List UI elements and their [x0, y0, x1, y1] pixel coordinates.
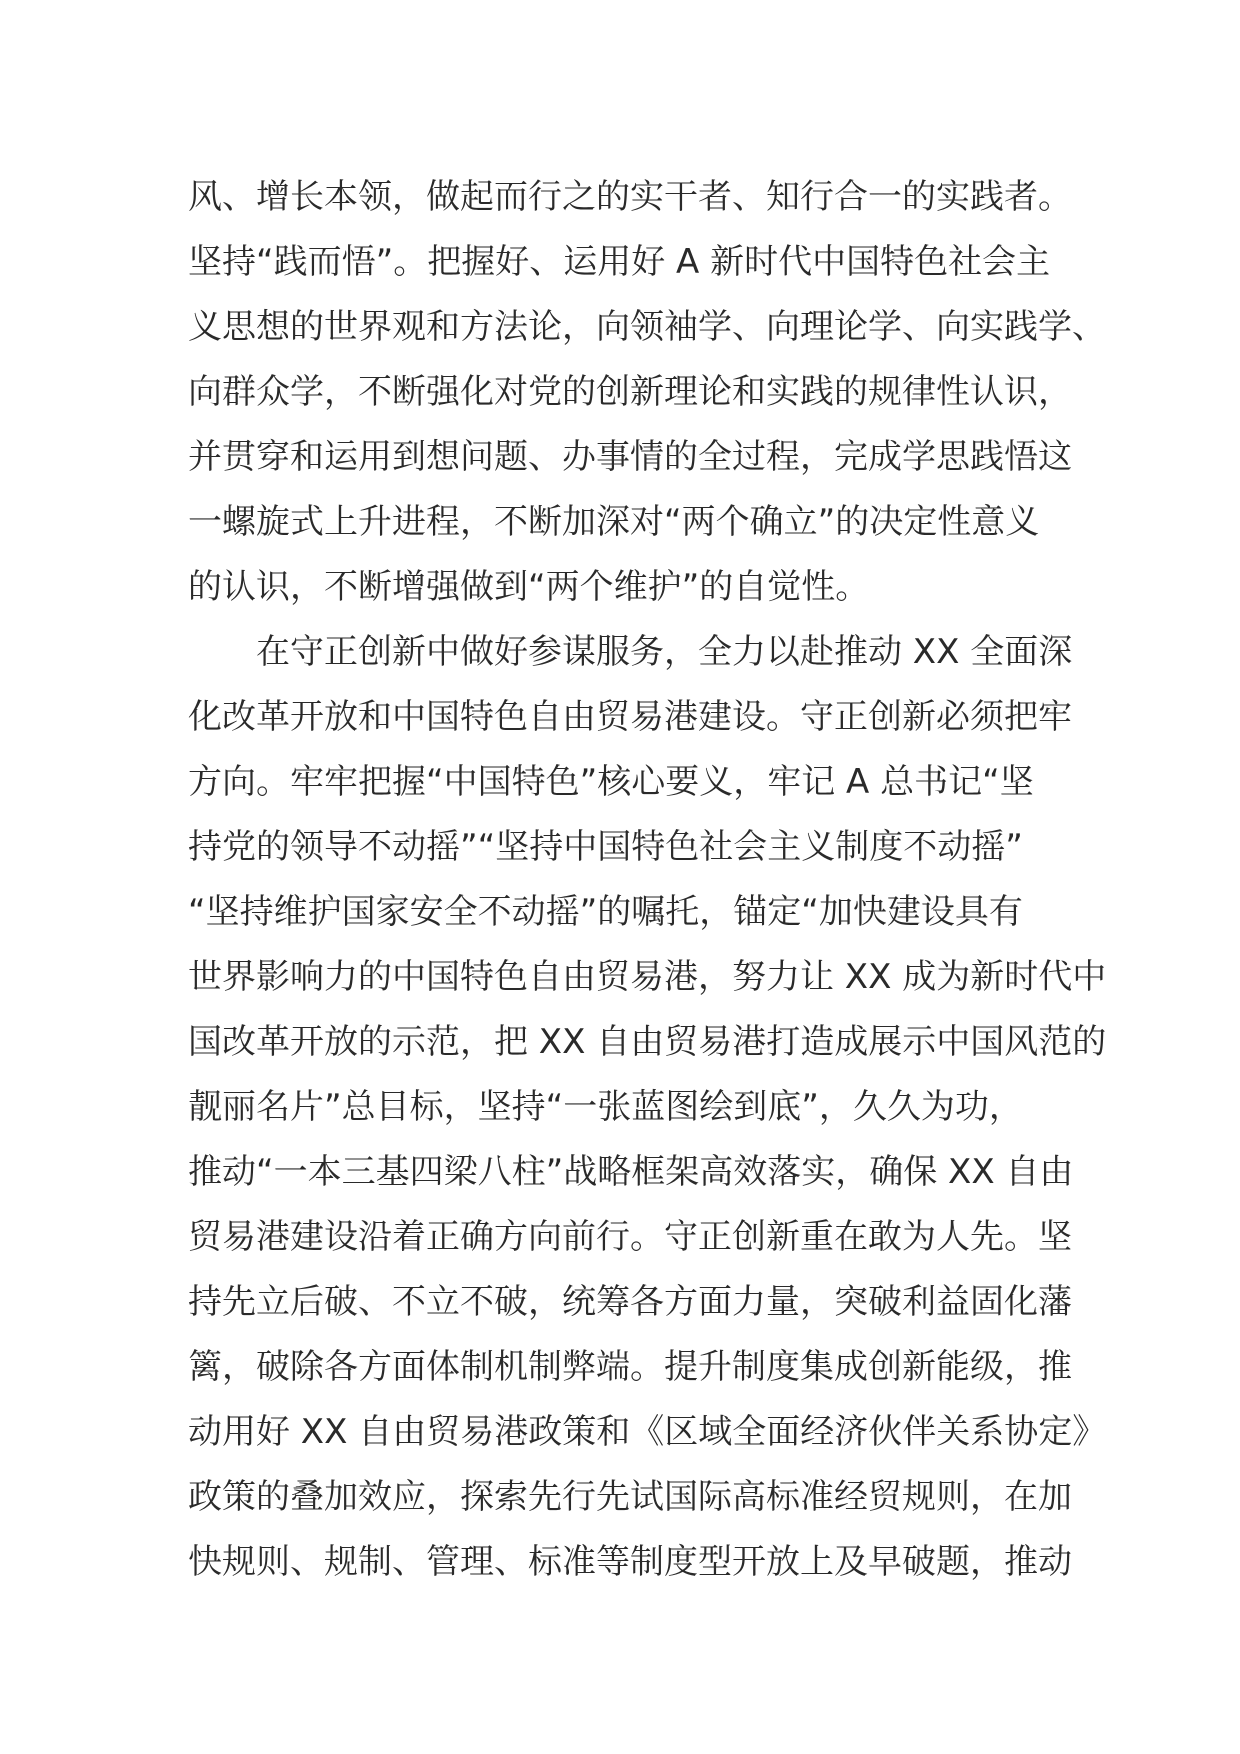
text-line: 靓丽名片”总目标，坚持“一张蓝图绘到底”，久久为功，	[188, 1087, 1023, 1127]
text-line: 国改革开放的示范，把 XX 自由贸易港打造成展示中国风范的	[188, 1022, 1107, 1062]
text-line: 的认识，不断增强做到“两个维护”的自觉性。	[188, 567, 870, 607]
text-line: 方向。牢牢把握“中国特色”核心要义，牢记 A 总书记“坚	[188, 762, 1034, 802]
paragraph-start-line: 在守正创新中做好参谋服务，全力以赴推动 XX 全面深	[256, 632, 1073, 672]
text-line: 动用好 XX 自由贸易港政策和《区域全面经济伙伴关系协定》	[188, 1412, 1107, 1452]
text-line: “坚持维护国家安全不动摇”的嘱托，锚定“加快建设具有	[188, 892, 1023, 932]
text-line: 贸易港建设沿着正确方向前行。守正创新重在敢为人先。坚	[188, 1217, 1072, 1257]
text-line: 风、增长本领，做起而行之的实干者、知行合一的实践者。	[188, 177, 1072, 217]
text-line: 推动“一本三基四梁八柱”战略框架高效落实，确保 XX 自由	[188, 1152, 1074, 1192]
text-line: 并贯穿和运用到想问题、办事情的全过程，完成学思践悟这	[188, 437, 1072, 477]
text-line: 世界影响力的中国特色自由贸易港，努力让 XX 成为新时代中	[188, 957, 1107, 997]
text-line: 坚持“践而悟”。把握好、运用好 A 新时代中国特色社会主	[188, 242, 1051, 282]
text-line: 快规则、规制、管理、标准等制度型开放上及早破题，推动	[188, 1542, 1072, 1582]
text-line: 义思想的世界观和方法论，向领袖学、向理论学、向实践学、	[188, 307, 1106, 347]
text-line: 一螺旋式上升进程，不断加深对“两个确立”的决定性意义	[188, 502, 1040, 542]
text-line: 政策的叠加效应，探索先行先试国际高标准经贸规则，在加	[188, 1477, 1072, 1517]
text-line: 篱，破除各方面体制机制弊端。提升制度集成创新能级，推	[188, 1347, 1072, 1387]
text-line: 向群众学，不断强化对党的创新理论和实践的规律性认识，	[188, 372, 1072, 412]
body-text	[188, 165, 1107, 1595]
text-line: 化改革开放和中国特色自由贸易港建设。守正创新必须把牢	[188, 697, 1072, 737]
text-line: 持党的领导不动摇”“坚持中国特色社会主义制度不动摇”	[188, 827, 1023, 867]
text-line: 持先立后破、不立不破，统筹各方面力量，突破利益固化藩	[188, 1282, 1072, 1322]
